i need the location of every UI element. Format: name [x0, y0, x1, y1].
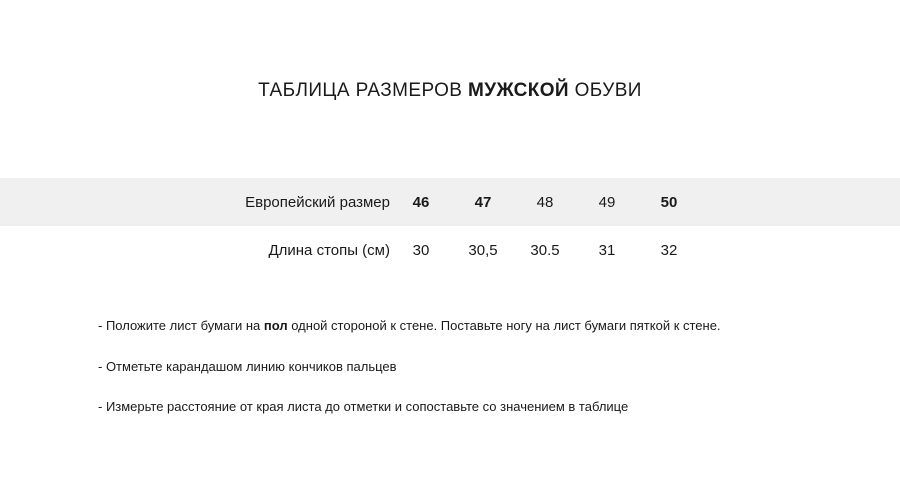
instruction-text-pre: - Положите лист бумаги на — [98, 318, 264, 333]
instruction-text-post: одной стороной к стене. Поставьте ногу на лист бумаги пяткой к стене. — [287, 318, 721, 333]
cell-european-size-1: 46 — [412, 193, 430, 211]
instruction-item — [98, 318, 838, 334]
cell-european-size-3: 48 — [536, 193, 554, 211]
page-title — [0, 80, 900, 102]
row-label-european-size: Европейский размер — [245, 193, 390, 211]
instruction-text-bold: пол — [263, 318, 288, 333]
cell-european-size-4: 49 — [598, 193, 616, 211]
cell-foot-length-3: 30.5 — [530, 241, 560, 259]
cell-european-size-2: 47 — [474, 193, 492, 211]
instruction-item — [98, 359, 838, 375]
table-row-foot-length — [0, 226, 900, 274]
cell-foot-length-1: 30 — [412, 241, 430, 259]
cell-foot-length-4: 31 — [598, 241, 616, 259]
page-title-part1: ТАБЛИЦА РАЗМЕРОВ — [258, 80, 469, 101]
page-title-part2: ОБУВИ — [568, 80, 642, 101]
instruction-text-pre: - Отметьте карандашом линию кончиков пальцев — [98, 358, 397, 374]
table-row-european-size — [0, 178, 900, 226]
size-table-wrapper — [0, 178, 900, 274]
size-table — [0, 178, 900, 274]
table-padding-cell — [700, 226, 900, 274]
table-padding-cell — [700, 178, 900, 226]
instruction-text-pre: - Измерьте расстояние от края листа до отметки и сопоставьте со значением в таблице — [98, 399, 629, 415]
page-title-emphasis: МУЖСКОЙ — [468, 80, 569, 101]
cell-european-size-5: 50 — [660, 193, 678, 211]
row-label-foot-length: Длина стопы (см) — [268, 241, 390, 259]
cell-foot-length-5: 32 — [660, 241, 678, 259]
instructions-list — [98, 318, 838, 440]
instruction-item — [98, 399, 838, 415]
cell-foot-length-2: 30,5 — [468, 241, 498, 259]
